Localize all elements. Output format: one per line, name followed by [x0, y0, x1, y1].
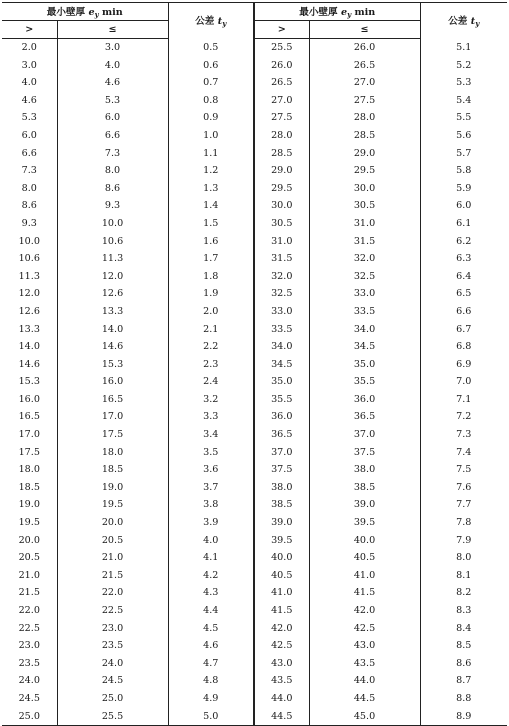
- min-gt-left-cell: 20.0: [18, 534, 40, 546]
- table-row: [2, 444, 507, 462]
- min-le-left-cell: 19.0: [57, 479, 168, 497]
- min-le-left-cell: 11.3: [57, 250, 168, 268]
- min-le-right-cell: 33.5: [309, 303, 420, 321]
- tolerance-right-cell: 8.2: [420, 584, 507, 602]
- min-le-left-cell: 3.0: [57, 39, 168, 57]
- min-le-right-cell: 37.5: [309, 444, 420, 462]
- tolerance-left-cell: 4.0: [168, 532, 254, 550]
- tolerance-right-cell: 7.8: [420, 514, 507, 532]
- min-le-right-cell: 30.0: [309, 180, 420, 198]
- tolerance-right-cell: 5.3: [420, 74, 507, 92]
- min-le-left-cell: 24.5: [57, 672, 168, 690]
- table-row: [2, 197, 507, 215]
- min-gt-left-cell: 11.3: [18, 270, 40, 282]
- min-le-right-cell: 40.0: [309, 532, 420, 550]
- tolerance-left-cell: 1.6: [168, 233, 254, 251]
- table-row: [2, 514, 507, 532]
- min-gt-right-cell: 26.0: [254, 57, 309, 75]
- min-gt-left-cell: 12.6: [18, 305, 40, 317]
- min-gt-left-cell: 12.0: [18, 288, 40, 300]
- tolerance-right-cell: 7.5: [420, 461, 507, 479]
- table-row: [2, 92, 507, 110]
- min-gt-left-cell: 25.0: [2, 708, 57, 726]
- min-le-right-cell: 44.0: [309, 672, 420, 690]
- min-le-right-cell: 36.0: [309, 391, 420, 409]
- table-row: [2, 356, 507, 374]
- tolerance-right-cell: 5.2: [420, 57, 507, 75]
- min-gt-right-cell: 26.5: [254, 74, 309, 92]
- tolerance-left-cell: 0.8: [168, 92, 254, 110]
- tolerance-right-cell: 8.4: [420, 620, 507, 638]
- table-row: [2, 268, 507, 286]
- tolerance-right-cell: 6.4: [420, 268, 507, 286]
- table-row: [2, 321, 507, 339]
- min-le-left-cell: 21.0: [57, 549, 168, 567]
- min-le-right-cell: 43.0: [309, 637, 420, 655]
- min-le-left-cell: 8.6: [57, 180, 168, 198]
- min-le-right-cell: 29.5: [309, 162, 420, 180]
- min-le-right-cell: 38.5: [309, 479, 420, 497]
- table-row: [2, 532, 507, 550]
- tolerance-right-cell: 7.2: [420, 408, 507, 426]
- table-row: [2, 250, 507, 268]
- min-gt-left-cell: 8.0: [21, 182, 37, 194]
- tolerance-left-cell: 1.0: [168, 127, 254, 145]
- table-row: [2, 39, 507, 57]
- col-less-equal-left: ≤: [57, 21, 168, 39]
- min-le-left-cell: 12.6: [57, 285, 168, 303]
- min-gt-left-cell: 19.0: [18, 499, 40, 511]
- tolerance-right-cell: 6.3: [420, 250, 507, 268]
- tolerance-left-cell: 0.5: [168, 39, 254, 57]
- min-gt-left-cell: 8.6: [21, 200, 37, 212]
- min-gt-right-cell: 44.0: [254, 690, 309, 708]
- min-gt-left-cell: 7.3: [21, 165, 37, 177]
- min-le-left-cell: 4.6: [57, 74, 168, 92]
- min-gt-right-cell: 36.0: [254, 408, 309, 426]
- tolerance-left-cell: 1.4: [168, 197, 254, 215]
- min-gt-left-cell: 10.6: [18, 253, 40, 265]
- min-gt-right-cell: 39.0: [254, 514, 309, 532]
- table-body: [2, 39, 507, 726]
- min-le-left-cell: 15.3: [57, 356, 168, 374]
- table-row: [2, 655, 507, 673]
- tolerance-left-cell: 4.2: [168, 567, 254, 585]
- min-le-right-cell: 30.5: [309, 197, 420, 215]
- min-le-left-cell: 18.5: [57, 461, 168, 479]
- tolerance-left-cell: 3.5: [168, 444, 254, 462]
- table-row: [2, 180, 507, 198]
- min-le-left-cell: 10.6: [57, 233, 168, 251]
- min-gt-left-cell: 24.5: [18, 692, 40, 704]
- min-le-left-cell: 22.5: [57, 602, 168, 620]
- min-gt-left-cell: 3.0: [21, 59, 37, 71]
- min-gt-left-cell: 19.5: [18, 517, 40, 529]
- tolerance-left-cell: 1.1: [168, 145, 254, 163]
- min-gt-right-cell: 34.5: [254, 356, 309, 374]
- min-le-right-cell: 40.5: [309, 549, 420, 567]
- min-gt-right-cell: 38.0: [254, 479, 309, 497]
- min-le-right-cell: 43.5: [309, 655, 420, 673]
- tolerance-right-cell: 6.5: [420, 285, 507, 303]
- tolerance-left-cell: 1.7: [168, 250, 254, 268]
- min-le-right-cell: 37.0: [309, 426, 420, 444]
- table-row: [2, 672, 507, 690]
- min-le-right-cell: 28.5: [309, 127, 420, 145]
- min-gt-left-cell: 21.0: [18, 569, 40, 581]
- tolerance-right-cell: 6.0: [420, 197, 507, 215]
- min-gt-left-cell: 4.6: [21, 94, 37, 106]
- min-gt-left-cell: 17.0: [18, 429, 40, 441]
- table-row: [2, 496, 507, 514]
- min-gt-left-cell: 6.0: [21, 129, 37, 141]
- tolerance-left-cell: 1.2: [168, 162, 254, 180]
- tolerance-left-cell: 1.5: [168, 215, 254, 233]
- tolerance-left-cell: 4.6: [168, 637, 254, 655]
- min-le-right-cell: 39.5: [309, 514, 420, 532]
- min-gt-right-cell: 40.0: [254, 549, 309, 567]
- min-le-left-cell: 6.0: [57, 109, 168, 127]
- min-gt-right-cell: 44.5: [254, 708, 309, 726]
- min-le-left-cell: 19.5: [57, 496, 168, 514]
- tolerance-left-cell: 4.1: [168, 549, 254, 567]
- min-gt-left-cell: 16.5: [18, 411, 40, 423]
- table-row: [2, 338, 507, 356]
- tolerance-right-cell: 7.9: [420, 532, 507, 550]
- min-le-right-cell: 45.0: [309, 708, 420, 726]
- min-le-left-cell: 10.0: [57, 215, 168, 233]
- table-row: [2, 637, 507, 655]
- min-le-left-cell: 9.3: [57, 197, 168, 215]
- tolerance-left-cell: 4.9: [168, 690, 254, 708]
- min-gt-right-cell: 32.5: [254, 285, 309, 303]
- min-gt-left-cell: 18.5: [18, 481, 40, 493]
- min-gt-right-cell: 29.5: [254, 180, 309, 198]
- table-row: [2, 549, 507, 567]
- table-row: [2, 426, 507, 444]
- min-gt-left-cell: 23.0: [18, 640, 40, 652]
- tolerance-left-cell: 3.6: [168, 461, 254, 479]
- min-gt-left-cell: 22.0: [18, 605, 40, 616]
- table-header: [2, 3, 507, 39]
- min-le-left-cell: 4.0: [57, 57, 168, 75]
- min-le-right-cell: 39.0: [309, 496, 420, 514]
- min-gt-right-cell: 43.5: [254, 672, 309, 690]
- min-gt-right-cell: 38.5: [254, 496, 309, 514]
- min-le-right-cell: 31.0: [309, 215, 420, 233]
- min-gt-left-cell: 10.0: [18, 235, 40, 247]
- min-le-right-cell: 34.5: [309, 338, 420, 356]
- min-gt-right-cell: 27.5: [254, 109, 309, 127]
- min-gt-left-cell: 21.5: [18, 587, 40, 599]
- table-row: [2, 285, 507, 303]
- tolerance-left-cell: 2.0: [168, 303, 254, 321]
- min-gt-right-cell: 37.5: [254, 461, 309, 479]
- min-gt-left-cell: 14.0: [18, 341, 40, 353]
- min-le-right-cell: 41.0: [309, 567, 420, 585]
- min-gt-right-cell: 35.5: [254, 391, 309, 409]
- min-gt-right-cell: 37.0: [254, 444, 309, 462]
- min-le-right-cell: 27.5: [309, 92, 420, 110]
- min-gt-right-cell: 39.5: [254, 532, 309, 550]
- tolerance-right-cell: 5.9: [420, 180, 507, 198]
- min-gt-left-cell: 17.5: [18, 446, 40, 458]
- min-le-left-cell: 5.3: [57, 92, 168, 110]
- min-le-left-cell: 20.5: [57, 532, 168, 550]
- table-row: [2, 162, 507, 180]
- tolerance-right-cell: 8.7: [420, 672, 507, 690]
- min-le-left-cell: 17.0: [57, 408, 168, 426]
- tolerance-right-cell: 5.1: [420, 39, 507, 57]
- min-le-left-cell: 6.6: [57, 127, 168, 145]
- tolerance-right-cell: 6.6: [420, 303, 507, 321]
- min-le-left-cell: 12.0: [57, 268, 168, 286]
- min-le-left-cell: 16.5: [57, 391, 168, 409]
- tolerance-right-cell: 7.4: [420, 444, 507, 462]
- min-gt-left-cell: 5.3: [21, 112, 37, 124]
- min-gt-right-cell: 40.5: [254, 567, 309, 585]
- min-le-left-cell: 25.0: [57, 690, 168, 708]
- min-gt-right-cell: 34.0: [254, 338, 309, 356]
- min-gt-right-cell: 36.5: [254, 426, 309, 444]
- tolerance-right-cell: 5.6: [420, 127, 507, 145]
- min-le-left-cell: 13.3: [57, 303, 168, 321]
- tolerance-left-cell: 2.1: [168, 321, 254, 339]
- min-gt-right-cell: 33.0: [254, 303, 309, 321]
- min-wall-thickness-header-right: 最小壁厚 $e_y$ min: [254, 3, 420, 21]
- col-less-equal-right: ≤: [309, 21, 420, 39]
- table-row: [2, 479, 507, 497]
- tolerance-right-cell: 5.8: [420, 162, 507, 180]
- table-row: [2, 145, 507, 163]
- min-gt-right-cell: 25.5: [254, 39, 309, 57]
- min-le-left-cell: 20.0: [57, 514, 168, 532]
- min-gt-left-cell: 16.0: [18, 393, 40, 405]
- min-le-right-cell: 36.5: [309, 408, 420, 426]
- min-gt-left-cell: 15.3: [18, 376, 40, 388]
- min-le-right-cell: 26.5: [309, 57, 420, 75]
- min-le-left-cell: 17.5: [57, 426, 168, 444]
- tolerance-left-cell: 2.4: [168, 373, 254, 391]
- min-gt-right-cell: 43.0: [254, 655, 309, 673]
- min-wall-thickness-header-left: 最小壁厚 $e_y$ min: [2, 3, 168, 21]
- table-row: [2, 233, 507, 251]
- table-row: [2, 109, 507, 127]
- min-le-right-cell: 26.0: [309, 39, 420, 57]
- min-gt-left-cell: 14.6: [18, 358, 40, 370]
- tolerance-left-cell: 0.7: [168, 74, 254, 92]
- min-le-left-cell: 21.5: [57, 567, 168, 585]
- min-gt-right-cell: 28.0: [254, 127, 309, 145]
- table-row: [2, 373, 507, 391]
- col-greater-than-left: >: [2, 21, 57, 39]
- tolerance-right-cell: 6.7: [420, 321, 507, 339]
- min-le-right-cell: 41.5: [309, 584, 420, 602]
- tolerance-left-cell: 1.3: [168, 180, 254, 198]
- tolerance-left-cell: 3.2: [168, 391, 254, 409]
- min-gt-right-cell: 31.5: [254, 250, 309, 268]
- tolerance-right-cell: 6.2: [420, 233, 507, 251]
- min-gt-left-cell: 13.3: [18, 323, 40, 335]
- min-le-left-cell: 23.0: [57, 620, 168, 638]
- min-gt-left-cell: 23.5: [18, 657, 40, 669]
- tolerance-right-cell: 8.8: [420, 690, 507, 708]
- min-gt-left-cell: 24.0: [18, 675, 40, 687]
- table-row: [2, 584, 507, 602]
- table-row: [2, 127, 507, 145]
- tolerance-right-cell: 7.1: [420, 391, 507, 409]
- min-gt-right-cell: 42.0: [254, 620, 309, 638]
- min-le-left-cell: 8.0: [57, 162, 168, 180]
- tolerance-left-cell: 5.0: [168, 708, 254, 726]
- tolerance-right-cell: 8.5: [420, 637, 507, 655]
- min-gt-left-cell: 22.5: [18, 622, 40, 634]
- tolerance-left-cell: 3.9: [168, 514, 254, 532]
- tolerance-left-cell: 3.8: [168, 496, 254, 514]
- min-le-right-cell: 42.5: [309, 620, 420, 638]
- table-row: [2, 461, 507, 479]
- min-gt-right-cell: 42.5: [254, 637, 309, 655]
- min-le-left-cell: 18.0: [57, 444, 168, 462]
- min-gt-right-cell: 28.5: [254, 145, 309, 163]
- tolerance-right-cell: 6.9: [420, 356, 507, 374]
- tolerance-left-cell: 0.6: [168, 57, 254, 75]
- tolerance-left-cell: 4.5: [168, 620, 254, 638]
- table-row: [2, 215, 507, 233]
- min-gt-right-cell: 32.0: [254, 268, 309, 286]
- table-row: [2, 690, 507, 708]
- min-gt-right-cell: 41.0: [254, 584, 309, 602]
- min-gt-right-cell: 27.0: [254, 92, 309, 110]
- tolerance-left-cell: 1.9: [168, 285, 254, 303]
- table-row: [2, 74, 507, 92]
- tolerance-right-cell: 6.8: [420, 338, 507, 356]
- min-gt-left-cell: 6.6: [21, 147, 37, 159]
- tolerance-left-cell: 4.8: [168, 672, 254, 690]
- tolerance-left-cell: 0.9: [168, 109, 254, 127]
- table-row: [2, 708, 507, 726]
- min-gt-left-cell: 9.3: [21, 217, 37, 229]
- min-le-right-cell: 29.0: [309, 145, 420, 163]
- min-le-right-cell: 38.0: [309, 461, 420, 479]
- min-gt-right-cell: 30.0: [254, 197, 309, 215]
- min-le-right-cell: 32.5: [309, 268, 420, 286]
- tolerance-right-cell: 7.6: [420, 479, 507, 497]
- min-gt-right-cell: 31.0: [254, 233, 309, 251]
- min-le-left-cell: 14.0: [57, 321, 168, 339]
- min-le-left-cell: 16.0: [57, 373, 168, 391]
- tolerance-table: [2, 2, 507, 726]
- tolerance-right-cell: 8.6: [420, 655, 507, 673]
- min-gt-left-cell: 2.0: [21, 42, 37, 53]
- tolerance-right-cell: 5.5: [420, 109, 507, 127]
- table-row: [2, 57, 507, 75]
- tolerance-left-cell: 3.7: [168, 479, 254, 497]
- min-le-left-cell: 22.0: [57, 584, 168, 602]
- table-row: [2, 602, 507, 620]
- min-gt-left-cell: 18.0: [18, 464, 40, 476]
- tolerance-right-cell: 8.1: [420, 567, 507, 585]
- tolerance-left-cell: 4.4: [168, 602, 254, 620]
- min-le-left-cell: 23.5: [57, 637, 168, 655]
- min-gt-left-cell: 4.0: [21, 77, 37, 89]
- tolerance-right-cell: 8.0: [420, 549, 507, 567]
- table-row: [2, 391, 507, 409]
- tolerance-left-cell: 3.4: [168, 426, 254, 444]
- tolerance-header-left: 公差 $t_y$: [168, 3, 254, 39]
- min-le-right-cell: 42.0: [309, 602, 420, 620]
- min-le-right-cell: 33.0: [309, 285, 420, 303]
- min-le-right-cell: 32.0: [309, 250, 420, 268]
- tolerance-left-cell: 4.7: [168, 655, 254, 673]
- tolerance-right-cell: 8.3: [420, 602, 507, 620]
- table-row: [2, 303, 507, 321]
- min-le-right-cell: 34.0: [309, 321, 420, 339]
- tolerance-right-cell: 7.0: [420, 373, 507, 391]
- min-le-right-cell: 35.0: [309, 356, 420, 374]
- min-le-right-cell: 28.0: [309, 109, 420, 127]
- tolerance-left-cell: 4.3: [168, 584, 254, 602]
- min-le-left-cell: 24.0: [57, 655, 168, 673]
- min-gt-right-cell: 29.0: [254, 162, 309, 180]
- tolerance-right-cell: 5.4: [420, 92, 507, 110]
- min-gt-left-cell: 20.5: [18, 552, 40, 564]
- min-le-right-cell: 44.5: [309, 690, 420, 708]
- min-le-left-cell: 7.3: [57, 145, 168, 163]
- tolerance-right-cell: 6.1: [420, 215, 507, 233]
- col-greater-than-right: >: [254, 21, 309, 39]
- min-le-left-cell: 25.5: [57, 708, 168, 726]
- tolerance-right-cell: 8.9: [420, 708, 507, 726]
- tolerance-left-cell: 2.2: [168, 338, 254, 356]
- tolerance-header-right: 公差 $t_y$: [420, 3, 507, 39]
- min-gt-right-cell: 35.0: [254, 373, 309, 391]
- tolerance-left-cell: 3.3: [168, 408, 254, 426]
- table-row: [2, 620, 507, 638]
- min-gt-right-cell: 33.5: [254, 321, 309, 339]
- min-le-right-cell: 31.5: [309, 233, 420, 251]
- min-le-right-cell: 35.5: [309, 373, 420, 391]
- min-le-right-cell: 27.0: [309, 74, 420, 92]
- tolerance-right-cell: 7.3: [420, 426, 507, 444]
- tolerance-left-cell: 2.3: [168, 356, 254, 374]
- min-gt-right-cell: 41.5: [254, 602, 309, 620]
- min-gt-right-cell: 30.5: [254, 215, 309, 233]
- table-row: [2, 408, 507, 426]
- table-row: [2, 567, 507, 585]
- tolerance-right-cell: 7.7: [420, 496, 507, 514]
- tolerance-left-cell: 1.8: [168, 268, 254, 286]
- min-le-left-cell: 14.6: [57, 338, 168, 356]
- tolerance-right-cell: 5.7: [420, 145, 507, 163]
